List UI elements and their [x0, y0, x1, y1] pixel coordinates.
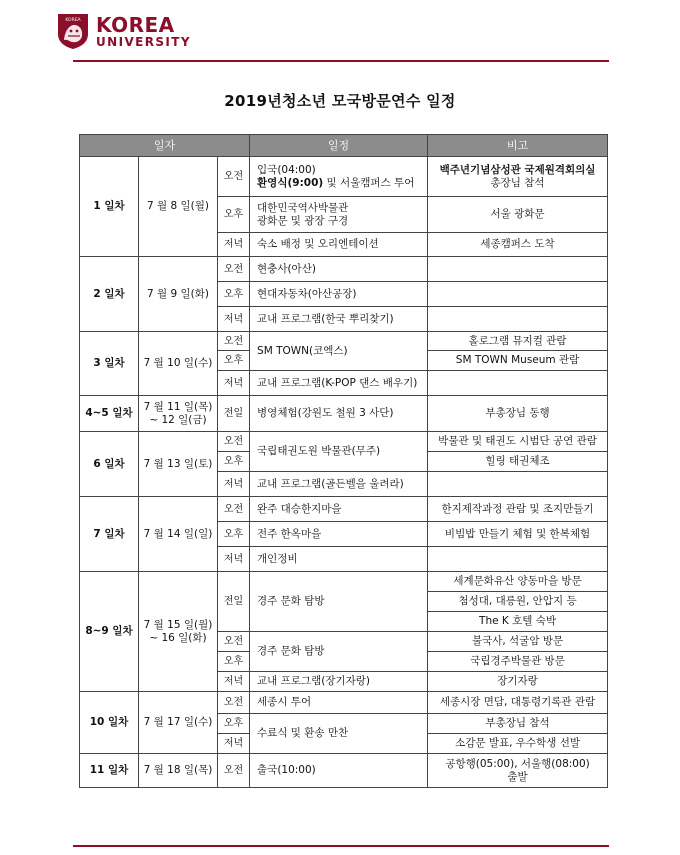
- note-cell: 힐링 태권체조: [428, 452, 608, 472]
- date-cell: 7 월 8 일(월): [139, 157, 218, 257]
- time-cell: 저녁: [218, 233, 250, 257]
- time-cell: 오전: [218, 632, 250, 652]
- table-row: [80, 754, 608, 788]
- date-line: 7 월 15 일(월): [143, 618, 213, 631]
- logo-korea-text: KOREA: [96, 13, 175, 37]
- date-cell: [139, 572, 218, 692]
- time-cell: 오전: [218, 497, 250, 522]
- table-row: [80, 396, 608, 432]
- activity-cell: 교내 프로그램(한국 뿌리찾기): [250, 307, 428, 332]
- day-label: 8~9 일차: [80, 572, 139, 692]
- time-cell: 오전: [218, 692, 250, 714]
- activity-cell: 완주 대승한지마을: [250, 497, 428, 522]
- note-line: 공항행(05:00), 서울행(08:00): [445, 757, 590, 770]
- note-cell: [428, 307, 608, 332]
- note-cell: [428, 754, 608, 788]
- activity-cell: 출국(10:00): [250, 754, 428, 788]
- schedule-table: [79, 134, 608, 788]
- note-cell: 장기자랑: [428, 672, 608, 692]
- activity-cell: 경주 문화 탐방: [250, 572, 428, 632]
- activity-cell: 경주 문화 탐방: [250, 632, 428, 672]
- document-title: 2019년청소년 모국방문연수 일정: [224, 92, 456, 110]
- note-cell: 첨성대, 대릉원, 안압지 등: [428, 592, 608, 612]
- activity-cell: 병영체험(강원도 철원 3 사단): [250, 396, 428, 432]
- note-cell: [428, 371, 608, 396]
- day-label: 7 일차: [80, 497, 139, 572]
- activity-line: 대한민국역사박물관: [257, 201, 349, 214]
- table-row: [80, 497, 608, 522]
- activity-line: 광화문 및 광장 구경: [257, 214, 349, 227]
- note-cell: 부총장님 동행: [428, 396, 608, 432]
- time-cell: 오후: [218, 282, 250, 307]
- note-cell: 세종캠퍼스 도착: [428, 233, 608, 257]
- day-label: 11 일차: [80, 754, 139, 788]
- time-cell: 오후: [218, 351, 250, 371]
- date-line: 7 월 11 일(목): [143, 400, 213, 413]
- activity-line: [257, 177, 423, 190]
- activity-cell: 숙소 배정 및 오리엔테이션: [250, 233, 428, 257]
- header-date: 일자: [80, 135, 250, 157]
- table-row: [80, 257, 608, 282]
- activity-emphasis: 환영식(9:00): [257, 176, 324, 189]
- logo-university-text: UNIVERSITY: [96, 35, 191, 49]
- date-cell: 7 월 10 일(수): [139, 332, 218, 396]
- time-cell: 저녁: [218, 672, 250, 692]
- header-divider: [73, 60, 609, 62]
- activity-cell: 세종시 투어: [250, 692, 428, 714]
- note-cell: [428, 472, 608, 497]
- time-cell: 오전: [218, 754, 250, 788]
- table-row: [80, 157, 608, 197]
- svg-text:KOREA: KOREA: [65, 18, 81, 23]
- note-cell: [428, 257, 608, 282]
- note-line: 출발: [507, 770, 528, 783]
- header-note: 비고: [428, 135, 608, 157]
- activity-cell: 교내 프로그램(골든벨을 울려라): [250, 472, 428, 497]
- note-cell: 비빔밥 만들기 체험 및 한복체험: [428, 522, 608, 547]
- time-cell: 전일: [218, 572, 250, 632]
- time-cell: 저녁: [218, 734, 250, 754]
- activity-cell: [250, 157, 428, 197]
- day-label: 3 일차: [80, 332, 139, 396]
- activity-line: 입국(04:00): [257, 163, 316, 176]
- table-row: [80, 332, 608, 351]
- note-line: 백주년기념삼성관 국제원격회의실: [439, 163, 596, 176]
- activity-cell: [250, 197, 428, 233]
- time-cell: 오후: [218, 522, 250, 547]
- activity-cell: 교내 프로그램(장기자랑): [250, 672, 428, 692]
- note-cell: [428, 157, 608, 197]
- date-line: ~ 16 일(화): [149, 631, 207, 644]
- table-row: [80, 432, 608, 452]
- day-label: 6 일차: [80, 432, 139, 497]
- time-cell: 오후: [218, 452, 250, 472]
- activity-cell: 교내 프로그램(K-POP 댄스 배우기): [250, 371, 428, 396]
- note-cell: [428, 282, 608, 307]
- time-cell: 저녁: [218, 472, 250, 497]
- note-cell: 홀로그램 뮤지컬 관람: [428, 332, 608, 351]
- date-cell: 7 월 13 일(토): [139, 432, 218, 497]
- day-label: 2 일차: [80, 257, 139, 332]
- note-cell: 국립경주박물관 방문: [428, 652, 608, 672]
- footer-divider: [73, 845, 609, 847]
- tiger-crest-icon: [56, 12, 90, 50]
- date-cell: 7 월 18 일(목): [139, 754, 218, 788]
- activity-cell: 현충사(아산): [250, 257, 428, 282]
- time-cell: 오후: [218, 197, 250, 233]
- note-cell: 소감문 발표, 우수학생 선발: [428, 734, 608, 754]
- note-cell: 불국사, 석굴암 방문: [428, 632, 608, 652]
- date-cell: [139, 396, 218, 432]
- day-label: 1 일차: [80, 157, 139, 257]
- date-cell: 7 월 14 일(일): [139, 497, 218, 572]
- activity-cell: 개인정비: [250, 547, 428, 572]
- note-cell: SM TOWN Museum 관람: [428, 351, 608, 371]
- note-line: 총장님 참석: [490, 176, 545, 189]
- time-cell: 저녁: [218, 371, 250, 396]
- day-label: 4~5 일차: [80, 396, 139, 432]
- time-cell: 오전: [218, 257, 250, 282]
- day-label: 10 일차: [80, 692, 139, 754]
- time-cell: 오후: [218, 714, 250, 734]
- activity-cell: 수료식 및 환송 만찬: [250, 714, 428, 754]
- time-cell: 오전: [218, 432, 250, 452]
- activity-cell: 전주 한옥마을: [250, 522, 428, 547]
- time-cell: 오후: [218, 652, 250, 672]
- table-row: [80, 572, 608, 592]
- time-cell: 전일: [218, 396, 250, 432]
- time-cell: 오전: [218, 332, 250, 351]
- note-cell: 세계문화유산 양동마을 방문: [428, 572, 608, 592]
- date-cell: 7 월 17 일(수): [139, 692, 218, 754]
- time-cell: 저녁: [218, 307, 250, 332]
- date-line: ~ 12 일(금): [149, 413, 207, 426]
- note-cell: The K 호텔 숙박: [428, 612, 608, 632]
- note-cell: 세종시장 면담, 대통령기록관 관람: [428, 692, 608, 714]
- note-cell: 한지제작과정 관람 및 조지만들기: [428, 497, 608, 522]
- time-cell: 오전: [218, 157, 250, 197]
- note-cell: 부총장님 참석: [428, 714, 608, 734]
- note-cell: 서울 광화문: [428, 197, 608, 233]
- date-cell: 7 월 9 일(화): [139, 257, 218, 332]
- table-header-row: [80, 135, 608, 157]
- header-schedule: 일정: [250, 135, 428, 157]
- activity-cell: 현대자동차(아산공장): [250, 282, 428, 307]
- time-cell: 저녁: [218, 547, 250, 572]
- activity-cell: 국립태권도원 박물관(무주): [250, 432, 428, 472]
- activity-cell: SM TOWN(코엑스): [250, 332, 428, 371]
- note-cell: 박물관 및 태권도 시범단 공연 관람: [428, 432, 608, 452]
- note-cell: [428, 547, 608, 572]
- table-row: [80, 692, 608, 714]
- activity-text: 및 서울캠퍼스 투어: [323, 176, 415, 189]
